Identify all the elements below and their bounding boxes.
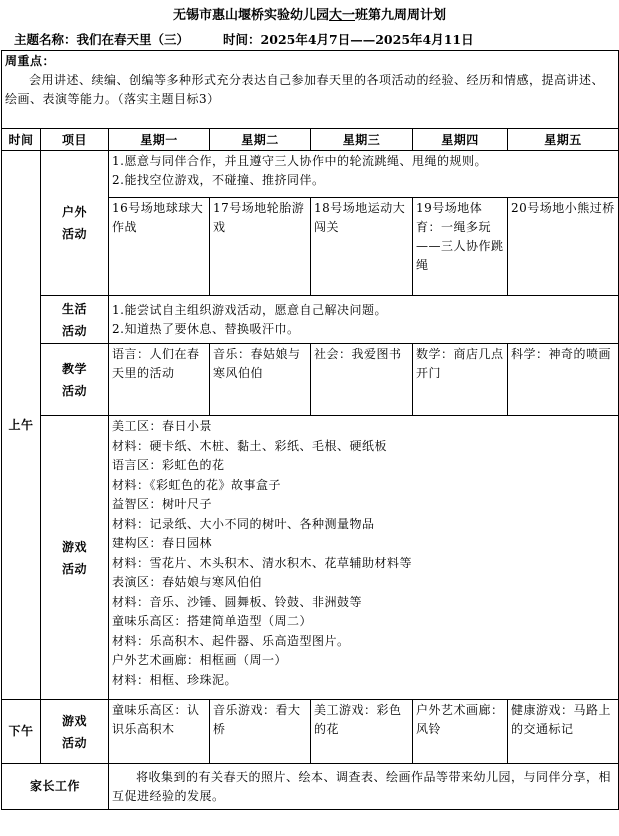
afternoon-fri: 健康游戏：马路上的交通标记 bbox=[508, 700, 619, 764]
col-header-mon: 星期一 bbox=[109, 129, 210, 151]
parents-text: 将收集到的有关春天的照片、绘本、调查表、绘画作品等带来幼儿园，与同伴分享，相互促进经验的发展。 bbox=[109, 764, 619, 810]
games-cell bbox=[109, 416, 619, 700]
afternoon-label: 下午 bbox=[2, 700, 41, 764]
outdoor-goals-row bbox=[2, 151, 619, 198]
outdoor-label-1: 户外 bbox=[61, 205, 87, 219]
title-suffix: 班第九周周计划 bbox=[355, 8, 447, 23]
afternoon-row bbox=[2, 700, 619, 764]
theme-label: 主题名称： bbox=[14, 32, 77, 47]
games-line: 材料：硬卡纸、木桩、黏土、彩纸、毛根、硬纸板 bbox=[112, 438, 388, 453]
focus-cell bbox=[2, 51, 619, 129]
teaching-label-1: 教学 bbox=[61, 361, 87, 376]
teaching-label bbox=[41, 344, 109, 416]
outdoor-tue: 17号场地轮胎游戏 bbox=[210, 198, 311, 296]
games-line: 建构区：春日园林 bbox=[112, 536, 213, 550]
games-line: 美工区：春日小景 bbox=[112, 419, 213, 433]
time-value: 2025年4月7日——2025年4月11日 bbox=[260, 32, 474, 47]
games-label-1: 游戏 bbox=[61, 539, 87, 554]
plan-subtitle bbox=[14, 30, 614, 48]
col-header-item: 项目 bbox=[41, 129, 109, 151]
games-line: 材料：音乐、沙锤、圆舞板、铃鼓、非洲鼓等 bbox=[112, 594, 363, 609]
games-line: 童味乐高区：搭建简单造型（周二） bbox=[112, 614, 313, 628]
games-row bbox=[2, 416, 619, 700]
parents-row bbox=[2, 764, 619, 810]
games-line: 表演区：春姑娘与寒风伯伯 bbox=[112, 575, 263, 589]
games-line: 益智区：树叶尺子 bbox=[112, 497, 213, 511]
games-line: 户外艺术画廊：相框画（周一） bbox=[112, 653, 288, 667]
parents-label: 家长工作 bbox=[2, 764, 109, 810]
afternoon-label-1: 游戏 bbox=[61, 713, 87, 728]
col-header-thu: 星期四 bbox=[413, 129, 508, 151]
col-header-tue: 星期二 bbox=[210, 129, 311, 151]
life-goal-2: 2.知道热了要休息、替换吸汗巾。 bbox=[112, 321, 300, 336]
teaching-wed: 社会：我爱图书 bbox=[311, 344, 413, 416]
time-label: 时间： bbox=[223, 32, 261, 47]
games-line: 材料：相框、珍珠泥。 bbox=[112, 672, 238, 687]
page-title bbox=[0, 4, 619, 23]
title-class: 大一 bbox=[328, 8, 355, 23]
outdoor-goal-2: 2.能找空位游戏，不碰撞、推挤同伴。 bbox=[112, 173, 325, 187]
teaching-label-2: 活动 bbox=[61, 383, 87, 398]
col-header-fri: 星期五 bbox=[508, 129, 619, 151]
morning-label: 上午 bbox=[2, 151, 41, 700]
outdoor-thu: 19号场地体育：一绳多玩——三人协作跳绳 bbox=[413, 198, 508, 296]
games-line: 材料：乐高积木、起件器、乐高造型图片。 bbox=[112, 633, 350, 648]
focus-label: 周重点： bbox=[5, 54, 56, 68]
afternoon-games-label bbox=[41, 700, 109, 764]
games-line: 材料：《彩虹色的花》故事盒子 bbox=[112, 477, 282, 492]
theme-value: 我们在春天里（三） bbox=[76, 32, 190, 47]
outdoor-goal-1: 1.愿意与同伴合作，并且遵守三人协作中的轮流跳绳、甩绳的规则。 bbox=[112, 154, 487, 168]
header-row bbox=[2, 129, 619, 151]
title-prefix: 无锡市惠山堰桥实验幼儿园 bbox=[172, 8, 329, 23]
focus-row bbox=[2, 51, 619, 129]
teaching-fri: 科学：神奇的喷画 bbox=[508, 344, 619, 416]
games-label-2: 活动 bbox=[61, 561, 87, 576]
focus-text: 会用讲述、续编、创编等多种形式充分表达自己参加春天里的各项活动的经验、经历和情感，提高讲述、绘画、表演等能力。（落实主题目标3） bbox=[5, 73, 605, 106]
afternoon-wed: 美工游戏：彩色的花 bbox=[311, 700, 413, 764]
games-line: 材料：雪花片、木头积木、清水积木、花草辅助材料等 bbox=[112, 555, 413, 570]
outdoor-goals-cell bbox=[109, 151, 619, 198]
teaching-thu: 数学：商店几点开门 bbox=[413, 344, 508, 416]
games-label bbox=[41, 416, 109, 700]
life-label bbox=[41, 296, 109, 344]
life-goal-1: 1.能尝试自主组织游戏活动，愿意自己解决问题。 bbox=[112, 302, 387, 317]
teaching-tue: 音乐：春姑娘与寒风伯伯 bbox=[210, 344, 311, 416]
life-goals-cell bbox=[109, 296, 619, 344]
afternoon-tue: 音乐游戏：看大桥 bbox=[210, 700, 311, 764]
afternoon-mon: 童味乐高区：认识乐高积木 bbox=[109, 700, 210, 764]
afternoon-thu: 户外艺术画廊：风铃 bbox=[413, 700, 508, 764]
life-label-2: 活动 bbox=[61, 323, 87, 338]
life-label-1: 生活 bbox=[61, 301, 87, 316]
col-header-time: 时间 bbox=[2, 129, 41, 151]
teaching-mon: 语言：人们在春天里的活动 bbox=[109, 344, 210, 416]
outdoor-label-2: 活动 bbox=[61, 227, 87, 241]
outdoor-mon: 16号场地球球大作战 bbox=[109, 198, 210, 296]
outdoor-wed: 18号场地运动大闯关 bbox=[311, 198, 413, 296]
games-line: 材料：记录纸、大小不同的树叶、各种测量物品 bbox=[112, 516, 375, 531]
teaching-row bbox=[2, 344, 619, 416]
games-line: 语言区：彩虹色的花 bbox=[112, 458, 225, 472]
col-header-wed: 星期三 bbox=[311, 129, 413, 151]
outdoor-label bbox=[41, 151, 109, 296]
weekly-plan-table bbox=[1, 50, 619, 810]
outdoor-fri: 20号场地小熊过桥 bbox=[508, 198, 619, 296]
afternoon-label-2: 活动 bbox=[61, 735, 87, 750]
life-row bbox=[2, 296, 619, 344]
